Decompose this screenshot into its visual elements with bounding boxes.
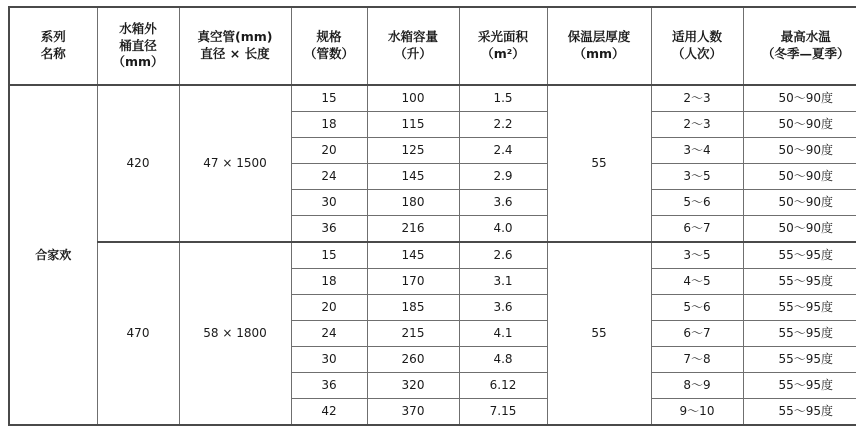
cell-spec: 30 [291, 347, 367, 373]
cell-area: 3.1 [459, 269, 547, 295]
cell-spec: 24 [291, 321, 367, 347]
cell-vacuum-tube: 58 × 1800 [179, 242, 291, 425]
table-row [9, 242, 856, 269]
cell-capacity: 185 [367, 295, 459, 321]
header-series-name-line1: 系列 [12, 29, 95, 46]
header-area-line1: 采光面积 [462, 29, 545, 46]
header-spec-tube-count [291, 7, 367, 85]
cell-tank-diameter: 420 [97, 85, 179, 242]
cell-temp: 55～95度 [743, 321, 856, 347]
header-people-line1: 适用人数 [654, 29, 741, 46]
header-people-count [651, 7, 743, 85]
cell-capacity: 260 [367, 347, 459, 373]
header-spec-line2: （管数） [294, 46, 365, 63]
cell-capacity: 180 [367, 190, 459, 216]
cell-people: 8～9 [651, 373, 743, 399]
cell-people: 2～3 [651, 85, 743, 112]
header-vacuum-tube-line2: 直径 × 长度 [182, 46, 289, 63]
cell-spec: 42 [291, 399, 367, 426]
cell-capacity: 370 [367, 399, 459, 426]
cell-area: 2.9 [459, 164, 547, 190]
header-series-name [9, 7, 97, 85]
header-tank-capacity [367, 7, 459, 85]
cell-area: 2.4 [459, 138, 547, 164]
header-capacity-line2: （升） [370, 46, 457, 63]
header-spec-line1: 规格 [294, 29, 365, 46]
header-row [9, 7, 856, 85]
cell-series-name: 合家欢 [9, 85, 97, 425]
solar-water-heater-spec-table [8, 6, 856, 426]
cell-temp: 50～90度 [743, 138, 856, 164]
header-tank-diameter-line2: 桶直径 [100, 38, 177, 55]
cell-people: 3～5 [651, 164, 743, 190]
cell-spec: 20 [291, 295, 367, 321]
cell-vacuum-tube: 47 × 1500 [179, 85, 291, 242]
cell-people: 6～7 [651, 216, 743, 243]
cell-capacity: 125 [367, 138, 459, 164]
header-insulation-line1: 保温层厚度 [550, 29, 649, 46]
cell-people: 2～3 [651, 112, 743, 138]
cell-spec: 30 [291, 190, 367, 216]
header-insulation-line2: （mm） [550, 46, 649, 63]
cell-insulation: 55 [547, 85, 651, 242]
cell-capacity: 100 [367, 85, 459, 112]
header-tank-diameter-line1: 水箱外 [100, 21, 177, 38]
cell-people: 3～5 [651, 242, 743, 269]
cell-temp: 55～95度 [743, 295, 856, 321]
header-insulation-thickness [547, 7, 651, 85]
cell-area: 7.15 [459, 399, 547, 426]
cell-temp: 55～95度 [743, 347, 856, 373]
cell-capacity: 170 [367, 269, 459, 295]
cell-area: 1.5 [459, 85, 547, 112]
header-vacuum-tube [179, 7, 291, 85]
cell-tank-diameter: 470 [97, 242, 179, 425]
cell-temp: 55～95度 [743, 242, 856, 269]
cell-capacity: 320 [367, 373, 459, 399]
cell-area: 4.1 [459, 321, 547, 347]
table-body [9, 85, 856, 425]
cell-area: 3.6 [459, 190, 547, 216]
cell-people: 4～5 [651, 269, 743, 295]
header-series-name-line2: 名称 [12, 46, 95, 63]
cell-people: 7～8 [651, 347, 743, 373]
header-temp-line2: （冬季—夏季） [746, 46, 856, 63]
cell-capacity: 115 [367, 112, 459, 138]
cell-spec: 36 [291, 216, 367, 243]
cell-area: 2.6 [459, 242, 547, 269]
cell-temp: 50～90度 [743, 216, 856, 243]
cell-capacity: 145 [367, 242, 459, 269]
cell-temp: 55～95度 [743, 373, 856, 399]
cell-people: 5～6 [651, 295, 743, 321]
table-header [9, 7, 856, 85]
header-collector-area [459, 7, 547, 85]
cell-people: 3～4 [651, 138, 743, 164]
cell-capacity: 216 [367, 216, 459, 243]
cell-temp: 55～95度 [743, 269, 856, 295]
cell-spec: 15 [291, 242, 367, 269]
cell-spec: 15 [291, 85, 367, 112]
cell-area: 2.2 [459, 112, 547, 138]
header-area-line2: （m²） [462, 46, 545, 63]
cell-temp: 55～95度 [743, 399, 856, 426]
cell-area: 4.8 [459, 347, 547, 373]
cell-spec: 18 [291, 269, 367, 295]
header-tank-diameter [97, 7, 179, 85]
cell-spec: 24 [291, 164, 367, 190]
header-vacuum-tube-line1: 真空管(mm) [182, 29, 289, 46]
cell-area: 6.12 [459, 373, 547, 399]
cell-capacity: 145 [367, 164, 459, 190]
header-capacity-line1: 水箱容量 [370, 29, 457, 46]
cell-spec: 18 [291, 112, 367, 138]
cell-capacity: 215 [367, 321, 459, 347]
cell-area: 4.0 [459, 216, 547, 243]
cell-temp: 50～90度 [743, 164, 856, 190]
cell-temp: 50～90度 [743, 190, 856, 216]
cell-area: 3.6 [459, 295, 547, 321]
cell-people: 9～10 [651, 399, 743, 426]
cell-spec: 36 [291, 373, 367, 399]
cell-temp: 50～90度 [743, 85, 856, 112]
cell-temp: 50～90度 [743, 112, 856, 138]
cell-people: 6～7 [651, 321, 743, 347]
cell-people: 5～6 [651, 190, 743, 216]
cell-spec: 20 [291, 138, 367, 164]
header-people-line2: （人次） [654, 46, 741, 63]
table-row [9, 85, 856, 112]
header-temp-line1: 最高水温 [746, 29, 856, 46]
cell-insulation: 55 [547, 242, 651, 425]
header-tank-diameter-line3: （mm） [100, 54, 177, 71]
header-max-temperature [743, 7, 856, 85]
